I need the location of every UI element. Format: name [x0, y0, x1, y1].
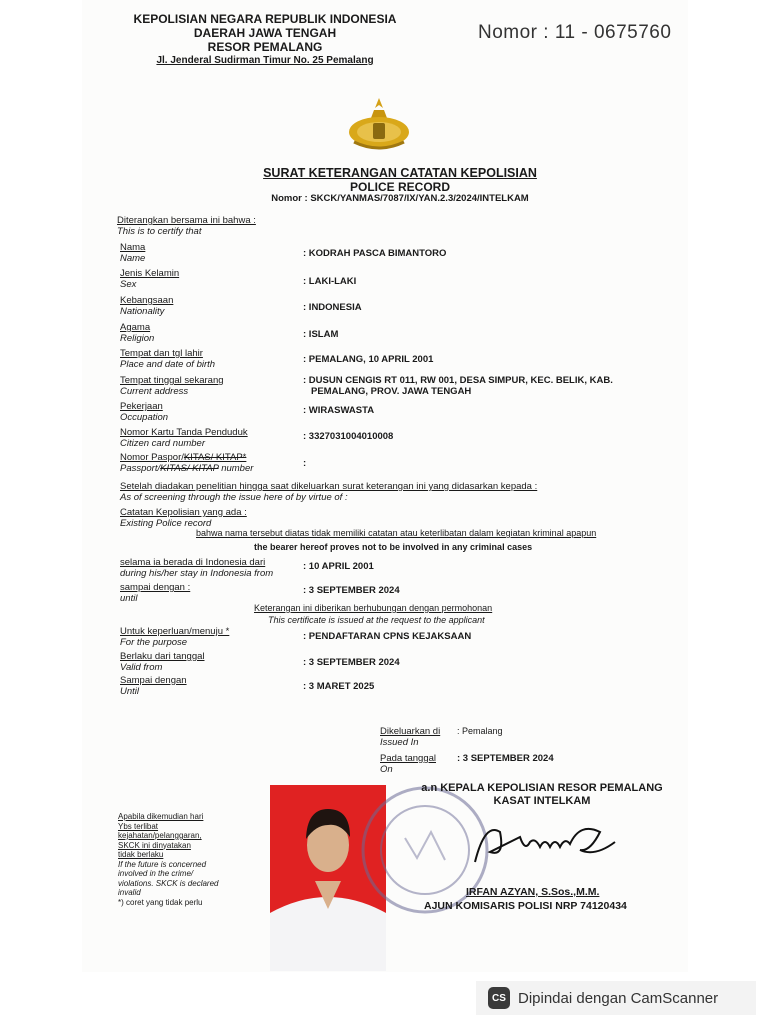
field-religion-label: Agama Religion	[120, 322, 155, 344]
screening-text: Setelah diadakan penelitian hingga saat dikeluarkan surat keterangan ini yang didasarkan kepada : As of screening through the issue here of by virtue of :	[120, 481, 538, 503]
field-nationality-label: Kebangsaan Nationality	[120, 295, 174, 317]
police-emblem-icon	[344, 94, 414, 156]
camscanner-text: Dipindai dengan CamScanner	[518, 989, 719, 1007]
camscanner-watermark	[476, 981, 756, 1015]
header-line2: DAERAH JAWA TENGAH	[193, 26, 337, 40]
field-sex-label: Jenis Kelamin Sex	[120, 268, 180, 290]
header-line3: RESOR PEMALANG	[207, 40, 323, 54]
document-number: Nomor : SKCK/YANMAS/7087/IX/YAN.2.3/2024/INTELKAM	[271, 193, 529, 204]
stay-from-value: : 10 APRIL 2001	[303, 561, 374, 572]
serial-number: Nomor : 11 - 0675760	[478, 22, 672, 43]
purpose-value: : PENDAFTARAN CPNS KEJAKSAAN	[303, 631, 472, 642]
validity-note: Apabila dikemudian hari Ybs terlibat kejahatan/pelanggaran, SKCK ini dinyatakan tidak berlaku If the future is concerned involved in the crime/ violations. SKCK is declared invalid *) coret yang tidak perlu	[118, 812, 219, 907]
header-address: Jl. Jenderal Sudirman Timur No. 25 Pemalang	[156, 55, 374, 66]
valid-from-value: : 3 SEPTEMBER 2024	[303, 657, 400, 668]
issued-place-value: : Pemalang	[457, 726, 503, 736]
statement-id: bahwa nama tersebut diatas tidak memiliki catatan atau keterlibatan dalam kegiatan kriminal apapun	[196, 528, 597, 538]
field-occupation-label: Pekerjaan Occupation	[120, 401, 169, 423]
valid-from-label: Berlaku dari tanggal Valid from	[120, 651, 205, 673]
issued-date-value: : 3 SEPTEMBER 2024	[457, 753, 554, 764]
valid-until-value: : 3 MARET 2025	[303, 681, 375, 692]
header-block	[120, 12, 410, 68]
sign-line2: KASAT INTELKAM	[493, 795, 591, 807]
field-idcard-value: : 3327031004010008	[303, 431, 394, 442]
stay-from-label: selama ia berada di Indonesia dari during his/her stay in Indonesia from	[120, 557, 274, 579]
field-address-label: Tempat tinggal sekarang Current address	[120, 375, 224, 397]
statement-en: the bearer hereof proves not to be involved in any criminal cases	[254, 542, 533, 552]
intro-text: Diterangkan bersama ini bahwa : This is to certify that	[117, 215, 256, 237]
header-line1: KEPOLISIAN NEGARA REPUBLIK INDONESIA	[133, 12, 397, 26]
field-passport-value: :	[303, 458, 307, 469]
field-name-value: : KODRAH PASCA BIMANTORO	[303, 248, 447, 259]
field-nationality-value: : INDONESIA	[303, 302, 362, 313]
issued-date-label: Pada tanggal On	[380, 753, 436, 775]
stay-until-label: sampai dengan : until	[120, 582, 191, 604]
field-idcard-label: Nomor Kartu Tanda Penduduk Citizen card number	[120, 427, 248, 449]
signature-icon	[470, 812, 620, 872]
field-passport-label: Nomor Paspor/KITAS/ KITAP* Passport/KITAS/ KITAP number	[120, 452, 254, 474]
officer-name: IRFAN AZYAN, S.Sos.,M.M.	[466, 886, 600, 898]
field-address-value: : DUSUN CENGIS RT 011, RW 001, DESA SIMPUR, KEC. BELIK, KAB. PEMALANG, PROV. JAWA TENGAH	[303, 375, 613, 397]
document-subtitle: POLICE RECORD	[349, 180, 450, 194]
officer-rank: AJUN KOMISARIS POLISI NRP 74120434	[424, 900, 627, 912]
field-sex-value: : LAKI-LAKI	[303, 276, 357, 287]
stay-until-value: : 3 SEPTEMBER 2024	[303, 585, 400, 596]
issued-place-label: Dikeluarkan di Issued In	[380, 726, 441, 748]
field-religion-value: : ISLAM	[303, 329, 339, 340]
purpose-label: Untuk keperluan/menuju * For the purpose	[120, 626, 230, 648]
request-en: This certificate is issued at the request to the applicant	[268, 615, 485, 625]
field-birth-value: : PEMALANG, 10 APRIL 2001	[303, 354, 434, 365]
existing-record-label: Catatan Kepolisian yang ada : Existing Police record	[120, 507, 247, 529]
camscanner-logo-icon: CS	[488, 987, 510, 1009]
request-id: Keterangan ini diberikan berhubungan dengan permohonan	[254, 603, 493, 613]
document-title: SURAT KETERANGAN CATATAN KEPOLISIAN	[263, 166, 537, 180]
field-birth-label: Tempat dan tgl lahir Place and date of birth	[120, 348, 216, 370]
field-name-label: Nama Name	[120, 242, 146, 264]
valid-until-label: Sampai dengan Until	[120, 675, 187, 697]
field-occupation-value: : WIRASWASTA	[303, 405, 375, 416]
sign-line1: a.n KEPALA KEPOLISIAN RESOR PEMALANG	[421, 782, 663, 794]
